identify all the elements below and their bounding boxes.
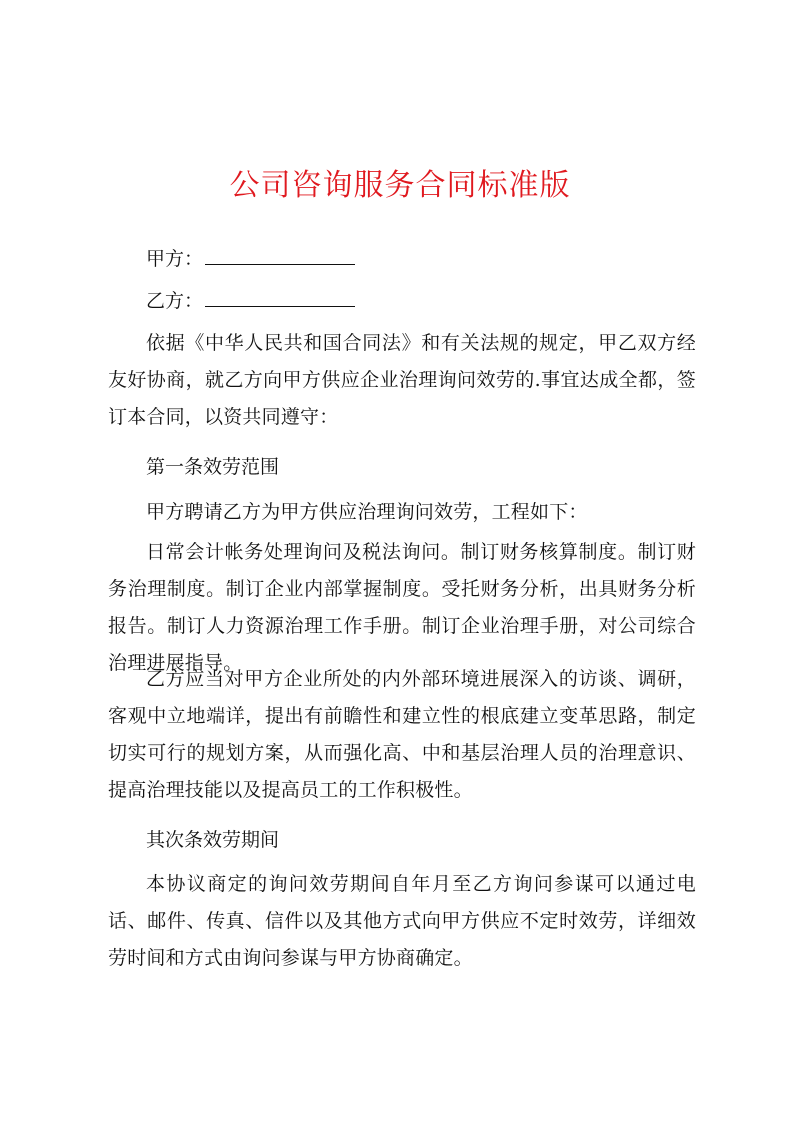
article1-lead-paragraph: 甲方聘请乙方为甲方供应治理询问效劳，工程如下： [146, 501, 588, 523]
party-b-blank [205, 286, 355, 307]
party-a-blank [205, 244, 355, 265]
article1-heading: 第一条效劳范围 [146, 456, 280, 478]
document-title: 公司咨询服务合同标准版 [229, 168, 571, 203]
article2-heading: 其次条效劳期间 [146, 829, 280, 851]
party-a-line [146, 244, 355, 273]
article1-items-paragraph: 日常会计帐务处理询问及税法询问。制订财务核算制度。制订财务治理制度。制订企业内部掌握制度。受托财务分析，出具财务分析报告。制订人力资源治理工作手册。制订企业治理手册，对公司综合治理进展指导。 [108, 541, 696, 674]
intro-paragraph: 依据《中华人民共和国合同法》和有关法规的规定，甲乙双方经友好协商，就乙方向甲方供应企业治理询问效劳的.事宜达成全都，签订本合同，以资共同遵守： [108, 332, 696, 428]
party-a-label: 甲方： [146, 248, 204, 270]
article1-duty-paragraph: 乙方应当对甲方企业所处的内外部环境进展深入的访谈、调研，客观中立地端详，提出有前瞻性和建立性的根底建立变革思路，制定切实可行的规划方案，从而强化高、中和基层治理人员的治理意识、提高治理技能以及提高员工的工作积极性。 [108, 668, 696, 801]
party-b-line [146, 286, 355, 315]
article2-body-paragraph: 本协议商定的询问效劳期间自年月至乙方询问参谋可以通过电话、邮件、传真、信件以及其他方式向甲方供应不定时效劳，详细效劳时间和方式由询问参谋与甲方协商确定。 [108, 873, 696, 969]
party-b-label: 乙方： [146, 290, 204, 312]
